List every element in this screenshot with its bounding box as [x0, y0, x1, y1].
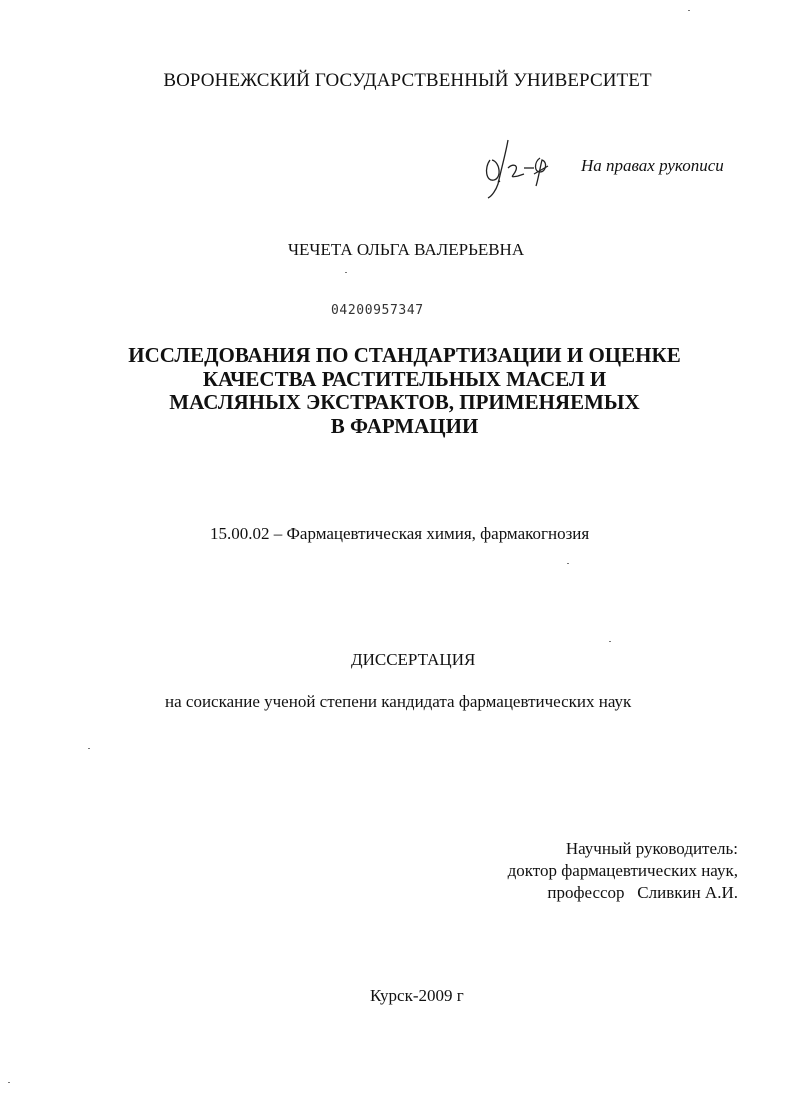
- title-line: КАЧЕСТВА РАСТИТЕЛЬНЫХ МАСЕЛ И: [202, 366, 607, 391]
- city-year: Курск-2009 г: [370, 986, 464, 1005]
- handwritten-signature: [478, 138, 558, 200]
- university-name: ВОРОНЕЖСКИЙ ГОСУДАРСТВЕННЫЙ УНИВЕРСИТЕТ: [163, 70, 652, 91]
- scan-speck: [88, 748, 90, 749]
- specialty-code: 15.00.02 – Фармацевтическая химия, фармакогнозия: [210, 524, 590, 543]
- supervisor-degree: доктор фармацевтических наук,: [507, 861, 738, 880]
- title-line: МАСЛЯНЫХ ЭКСТРАКТОВ, ПРИМЕНЯЕМЫХ: [169, 390, 640, 414]
- scan-speck: [345, 272, 347, 273]
- dissertation-title: [5, 344, 799, 438]
- supervisor-label: Научный руководитель:: [565, 839, 738, 858]
- supervisor-name: профессор Сливкин А.И.: [547, 883, 738, 902]
- catalog-code: 04200957347: [331, 303, 424, 318]
- scan-speck: [8, 1082, 10, 1083]
- rights-note: На правах рукописи: [581, 156, 724, 175]
- document-type: ДИССЕРТАЦИЯ: [351, 650, 476, 669]
- scan-speck: [688, 10, 690, 11]
- scan-speck: [609, 641, 611, 642]
- title-line: ИССЛЕДОВАНИЯ ПО СТАНДАРТИЗАЦИИ И ОЦЕНКЕ: [128, 343, 681, 367]
- supervisor-block: [508, 838, 738, 904]
- degree-statement: на соискание ученой степени кандидата фармацевтических наук: [165, 692, 632, 711]
- author-name: ЧЕЧЕТА ОЛЬГА ВАЛЕРЬЕВНА: [288, 240, 525, 259]
- scan-speck: [567, 563, 569, 564]
- title-line: В ФАРМАЦИИ: [330, 413, 479, 438]
